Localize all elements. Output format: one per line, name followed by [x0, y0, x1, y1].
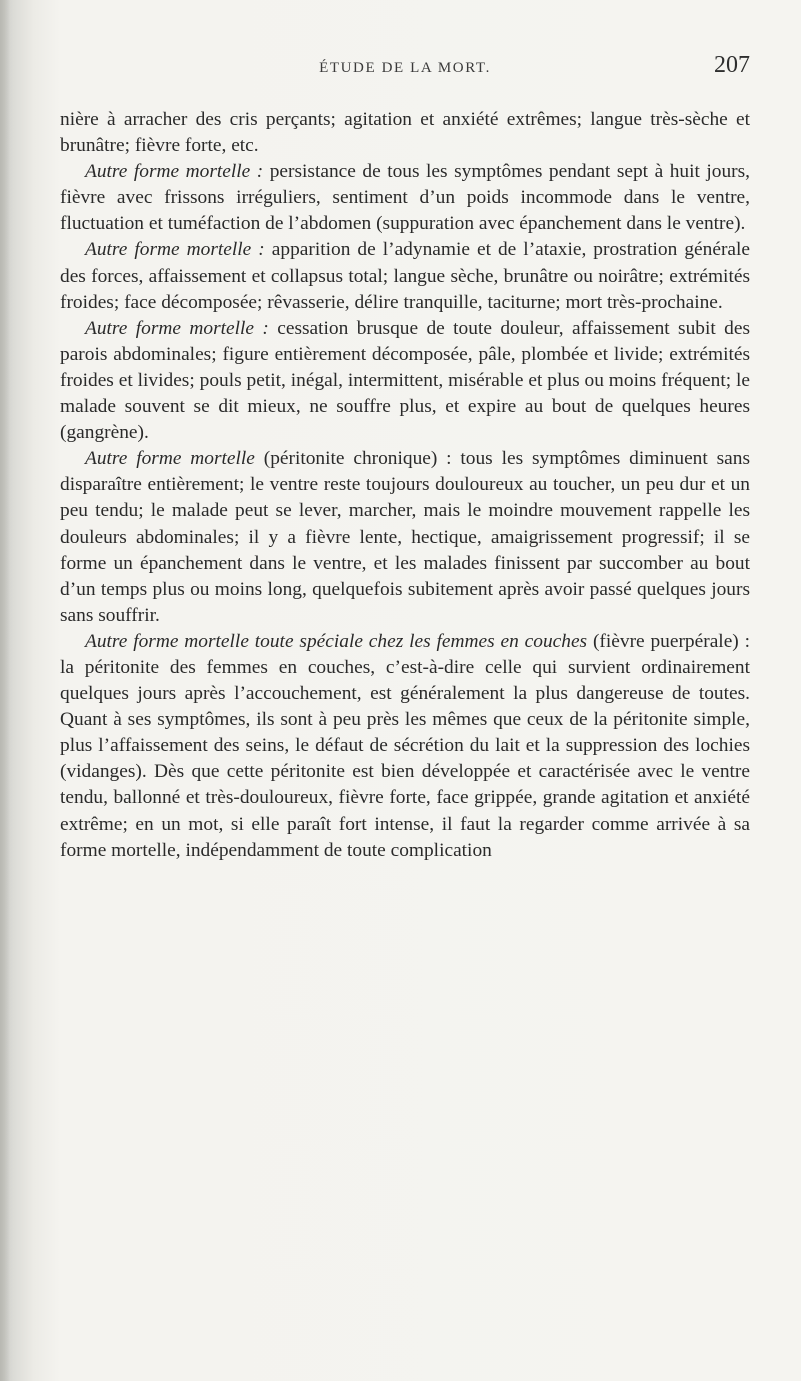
paragraph-text: nière à arracher des cris perçants; agitation et anxiété extrêmes; langue très-sèche et brunâtre; fièvre forte, etc.: [60, 109, 750, 157]
paragraph-6: [60, 629, 750, 864]
paragraph-2: [60, 159, 750, 237]
paragraph-lead: Autre forme mortelle :: [85, 161, 264, 183]
paragraph-4: [60, 316, 750, 446]
paragraph-lead: Autre forme mortelle :: [85, 239, 265, 261]
running-head: ÉTUDE DE LA MORT.: [319, 60, 491, 76]
paragraph-text: persistance de tous les symptômes pendant sept à huit jours, fièvre avec frissons irréguliers, sentiment d’un poids incommode dans le ventre, fluctuation et tuméfaction de l’abdomen (suppuration avec épanchement dans le ventre).: [60, 161, 751, 235]
paragraph-1: [60, 107, 750, 159]
page-header: [60, 52, 750, 82]
paragraph-3: [60, 237, 750, 315]
paragraph-text: (fièvre puerpérale) : la péritonite des femmes en couches, c’est-à-dire celle qui survient ordinairement quelques jours après l’accouchement, est généralement la plus dangereuse de toutes. Quant à ses symptômes, ils sont à peu près les mêmes que ceux de la péritonite simple, plus l’affaissement des seins, le défaut de sécrétion du lait et la suppression des lochies (vidanges). Dès que cette péritonite est bien développée et caractérisée avec le ventre tendu, ballonné et très-douloureux, fièvre forte, face grippée, grande agitation et anxiété extrême; en un mot, si elle paraît fort intense, il faut la regarder comme arrivée à sa forme mortelle, indépendamment de toute complication: [60, 630, 750, 861]
paragraph-text: (péritonite chronique) : tous les symptômes diminuent sans disparaître entièrement; le ventre reste toujours douloureux au toucher, un peu dur et un peu tendu; le malade peut se lever, marcher, mais le moindre mouvement rappelle les douleurs abdominales; il y a fièvre lente, hectique, amaigrissement progressif; il se forme un épanchement dans le ventre, et les malades finissent par succomber au bout d’un temps plus ou moins long, quelquefois subitement après avoir passé quelques jours sans souffrir.: [60, 448, 750, 626]
gutter-shadow: [0, 0, 10, 1381]
body-text: [60, 107, 750, 864]
paragraph-lead: Autre forme mortelle: [85, 448, 255, 470]
paragraph-5: [60, 446, 750, 629]
paragraph-lead: Autre forme mortelle toute spéciale chez les femmes en couches: [85, 630, 588, 652]
page-number: 207: [714, 52, 750, 78]
paragraph-text: apparition de l’adynamie et de l’ataxie, prostration générale des forces, affaissement et collapsus total; langue sèche, brunâtre ou noirâtre; extrémités froides; face décomposée; rêvasserie, délire tranquille, taciturne; mort très-prochaine.: [60, 239, 751, 313]
paragraph-lead: Autre forme mortelle :: [85, 317, 269, 339]
paragraph-text: cessation brusque de toute douleur, affaissement subit des parois abdominales; figure entièrement décomposée, pâle, plombée et livide; extrémités froides et livides; pouls petit, inégal, intermittent, misérable et plus ou moins fréquent; le malade souvent se dit mieux, ne souffre plus, et expire au bout de quelques heures (gangrène).: [60, 317, 750, 444]
